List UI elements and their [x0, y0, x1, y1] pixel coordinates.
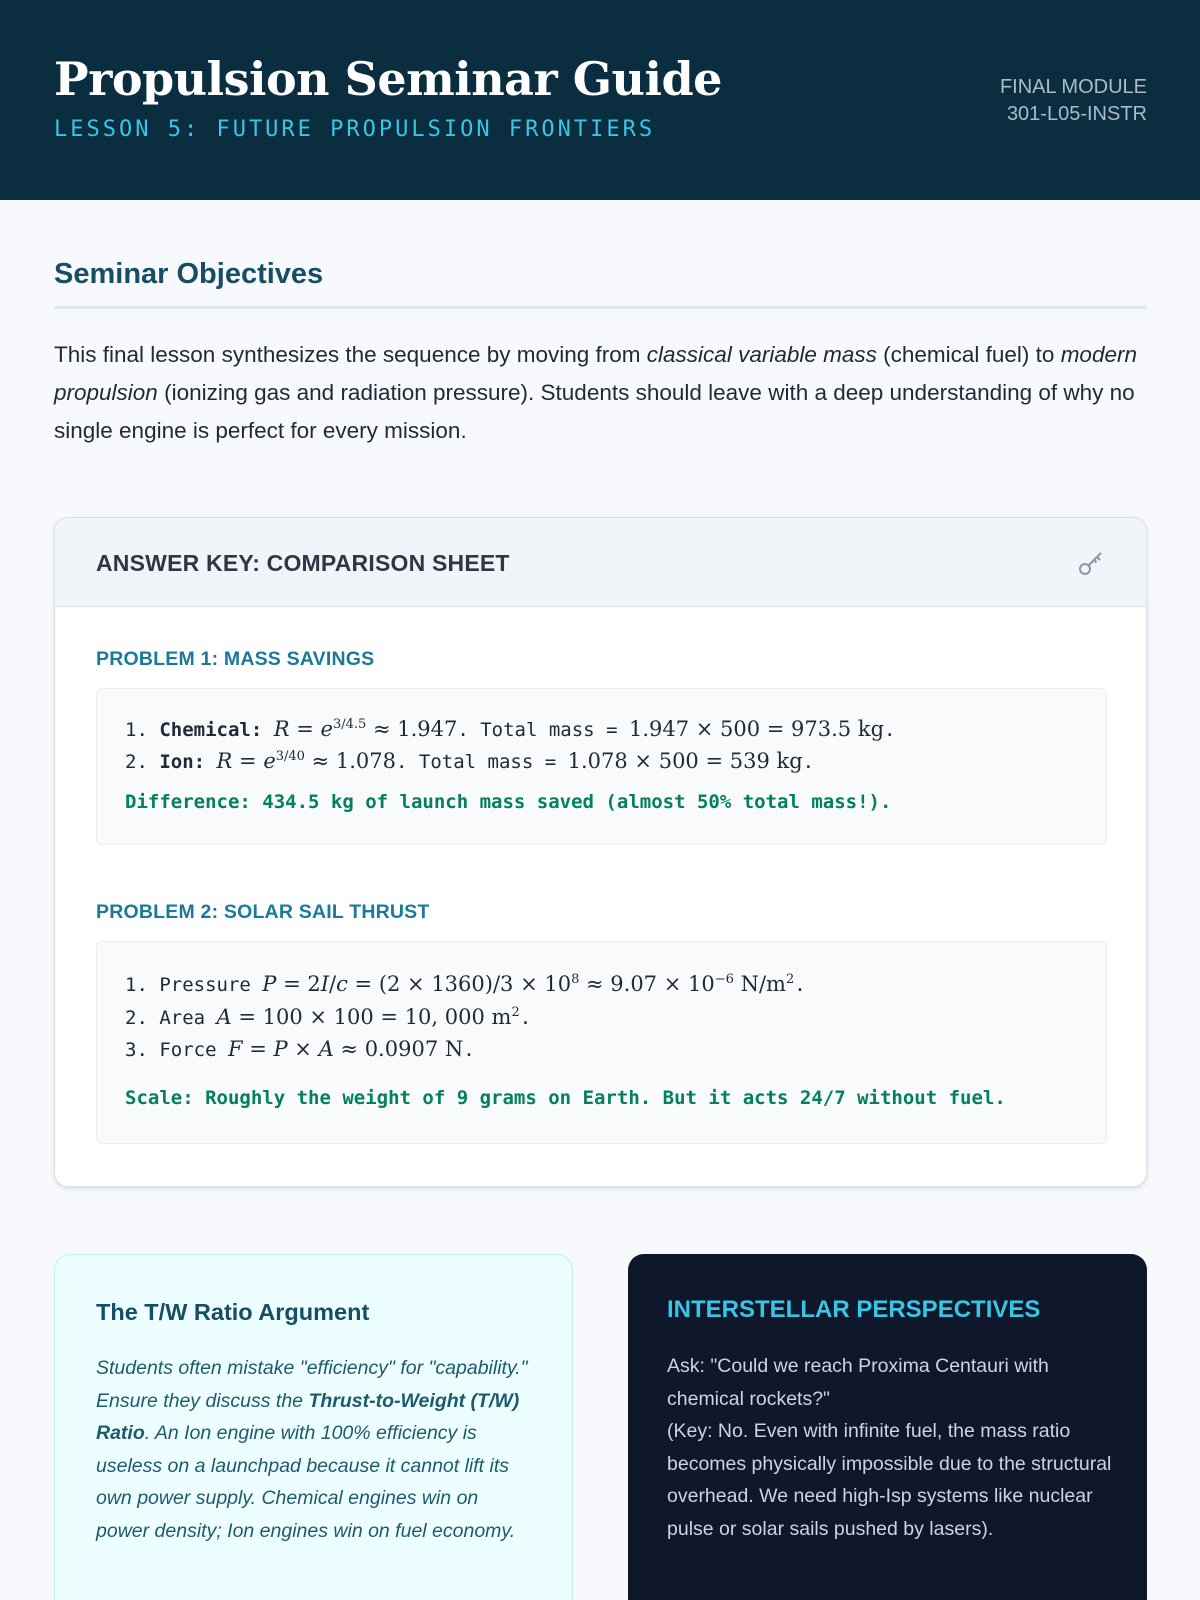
solution-line: 3. Force F = P × A ≈ 0.0907 N. — [125, 1037, 475, 1061]
formula: $P = 2I/c = (2 \times 1360)/3 \times 10^8 \approx 9.07 \times 10^{-6}$ $N/m^2$ — [262, 972, 795, 996]
module-meta — [1000, 74, 1147, 128]
page-header — [0, 0, 1200, 200]
module-label: FINAL MODULE — [999, 76, 1147, 98]
line-label: Chemical: — [159, 719, 263, 741]
tw-ratio-callout — [54, 1254, 573, 1600]
intro-emphasis: classical variable mass — [646, 342, 877, 367]
problem-2-solution — [96, 941, 1107, 1144]
tw-ratio-title: The T/W Ratio Argument — [96, 1299, 370, 1325]
line-text: 2. Area — [125, 1007, 217, 1029]
line-label: Ion: — [159, 751, 206, 773]
formula: $R = e^{3/40} \approx 1.078$ — [216, 749, 397, 773]
formula: 1.947 × 500 = 973.5 kg — [628, 717, 885, 741]
page-title: Propulsion Seminar Guide — [54, 52, 722, 106]
tw-ratio-body — [96, 1352, 536, 1547]
formula: F = P × A ≈ 0.0907 N — [227, 1037, 464, 1061]
problem-1-summary: Difference: 434.5 kg of launch mass saved (almost 50% total mass!). — [125, 791, 892, 813]
interstellar-title: INTERSTELLAR PERSPECTIVES — [667, 1296, 1041, 1323]
key-icon — [1076, 548, 1106, 578]
problem-1-solution — [96, 688, 1107, 845]
interstellar-answer: (Key: No. Even with infinite fuel, the mass ratio becomes physically impossible due to the structural overhead. We need high-Isp systems like nuclear pulse or solar sails pushed by lasers). — [667, 1420, 1112, 1540]
answer-key-header — [55, 518, 1146, 607]
formula: A = 100 × 100 = 10, 000 $m^2$ — [216, 1005, 520, 1029]
intro-text: (chemical fuel) to — [876, 342, 1061, 367]
intro-emphasis: modern propulsion — [54, 342, 1137, 405]
line-text: Total mass = — [407, 751, 568, 773]
solution-line: 1. Chemical: $R = e^{3/4.5} \approx 1.947$. Total mass = 1.947 × 500 = 973.5 kg. — [125, 717, 896, 741]
problem-2-label: PROBLEM 2: SOLAR SAIL THRUST — [96, 901, 430, 923]
section-divider — [54, 306, 1147, 309]
problem-2-summary: Scale: Roughly the weight of 9 grams on Earth. But it acts 24/7 without fuel. — [125, 1087, 1006, 1109]
solution-line: 2. Ion: $R = e^{3/40} \approx 1.078$. Total mass = 1.078 × 500 = 539 kg. — [125, 749, 815, 773]
objectives-heading: Seminar Objectives — [54, 258, 324, 290]
module-code: 301-L05-INSTR — [1006, 103, 1147, 125]
formula: 1.078 × 500 = 539 kg — [567, 749, 803, 773]
answer-key-title: ANSWER KEY: COMPARISON SHEET — [96, 550, 510, 576]
body-text: . An Ion engine with 100% efficiency is useless on a launchpad because it cannot lift its own power supply. Chemical engines win on power density; Ion engines win on fuel economy. — [96, 1422, 516, 1542]
solution-line: 1. Pressure $P = 2I/c = (2 \times 1360)/3 \times 10^8 \approx 9.07 \times 10^{-6}$ $N/m^2$. — [125, 972, 806, 996]
line-text: 3. Force — [125, 1039, 228, 1061]
answer-key-card — [54, 517, 1147, 1187]
line-number: 2. — [125, 751, 160, 773]
line-text: 1. Pressure — [125, 974, 263, 996]
interstellar-body — [667, 1350, 1117, 1545]
objectives-intro — [54, 336, 1154, 450]
body-text: Students often mistake "efficiency" for "capability." Ensure they discuss the — [96, 1357, 528, 1412]
line-text: Total mass = — [468, 719, 629, 741]
interstellar-callout — [628, 1254, 1147, 1600]
intro-text: This final lesson synthesizes the sequence by moving from — [54, 342, 647, 367]
problem-1-label: PROBLEM 1: MASS SAVINGS — [96, 648, 375, 670]
formula: $R = e^{3/4.5} \approx 1.947$ — [273, 717, 458, 741]
body-bold: Thrust-to-Weight (T/W) Ratio — [96, 1389, 520, 1444]
intro-text: (ionizing gas and radiation pressure). Students should leave with a deep understanding of why no single engine is perfect for every mission. — [54, 380, 1135, 443]
lesson-subtitle: LESSON 5: FUTURE PROPULSION FRONTIERS — [54, 117, 656, 142]
line-number: 1. — [125, 719, 160, 741]
solution-line: 2. Area A = 100 × 100 = 10, 000 $m^2$. — [125, 1005, 532, 1029]
interstellar-question: Ask: "Could we reach Proxima Centauri with chemical rockets?" — [667, 1355, 1049, 1410]
